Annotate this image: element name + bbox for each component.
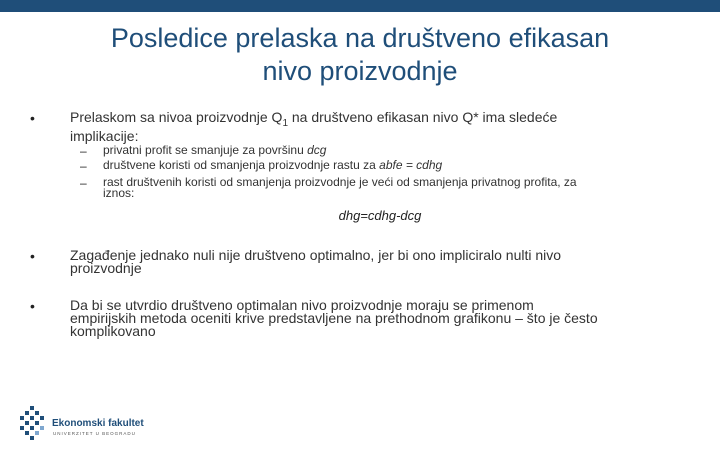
bullet-marker: • — [30, 110, 35, 126]
logo-mark-icon — [18, 404, 48, 444]
bullet-3-line-3: komplikovano — [70, 323, 156, 339]
subitem-3-line-2: iznos: — [103, 186, 135, 200]
logo-subtitle: UNIVERZITET U BEOGRADU — [53, 431, 136, 436]
faculty-logo — [18, 404, 198, 444]
subitem-dash: – — [80, 159, 87, 173]
subitem-1-text: privatni profit se smanjuje za površinu — [103, 143, 308, 157]
bullet-1-text — [70, 111, 557, 143]
bullet-1-subscript: 1 — [282, 117, 288, 129]
subitem-1 — [103, 145, 703, 156]
bullet-3-line-2: empirijskih metoda oceniti krive predstavljene na prethodnom grafikonu – što je često — [70, 310, 598, 326]
slide-title — [40, 22, 680, 88]
logo-name: Ekonomski fakultet — [52, 418, 144, 429]
subitem-dash: – — [80, 144, 87, 158]
title-line-1: Posledice prelaska na društveno efikasan — [110, 23, 610, 53]
subitem-dash: – — [80, 176, 87, 190]
bullet-2-line-2: proizvodnje — [70, 260, 142, 276]
bullet-1-line-1-pre: Prelaskom sa nivoa proizvodnje Q — [70, 109, 283, 125]
formula: dhg=cdhg-dcg — [338, 208, 422, 223]
bullet-3-line-1: Da bi se utvrdio društveno optimalan nivo proizvodnje moraju se primenom — [70, 297, 534, 313]
bullet-1-line-1-post: na društveno efikasan nivo Q* ima sledeće — [288, 109, 558, 125]
bullet-1-line-2: implikacije: — [70, 127, 139, 144]
subitem-2-text: društvene koristi od smanjenja proizvodnje rastu za — [103, 158, 380, 172]
subitem-3-line-1: rast društvenih koristi od smanjenja proizvodnje je veći od smanjenja privatnog profita, za — [103, 175, 577, 189]
subitem-2 — [103, 160, 703, 171]
bullet-3-text — [70, 299, 598, 338]
bullet-2-line-1: Zagađenje jednako nuli nije društveno optimalno, jer bi ono impliciralo nulti nivo — [70, 247, 562, 263]
top-accent-bar — [0, 0, 720, 12]
subitem-1-italic: dcg — [307, 143, 327, 157]
subitem-2-italic: abfe = cdhg — [379, 158, 443, 172]
bullet-marker: • — [30, 248, 35, 264]
title-line-2: nivo proizvodnje — [262, 56, 458, 86]
bullet-1-line-1 — [70, 111, 557, 130]
subitem-3 — [103, 177, 703, 199]
bullet-marker: • — [30, 298, 35, 314]
bullet-2-text — [70, 249, 561, 275]
